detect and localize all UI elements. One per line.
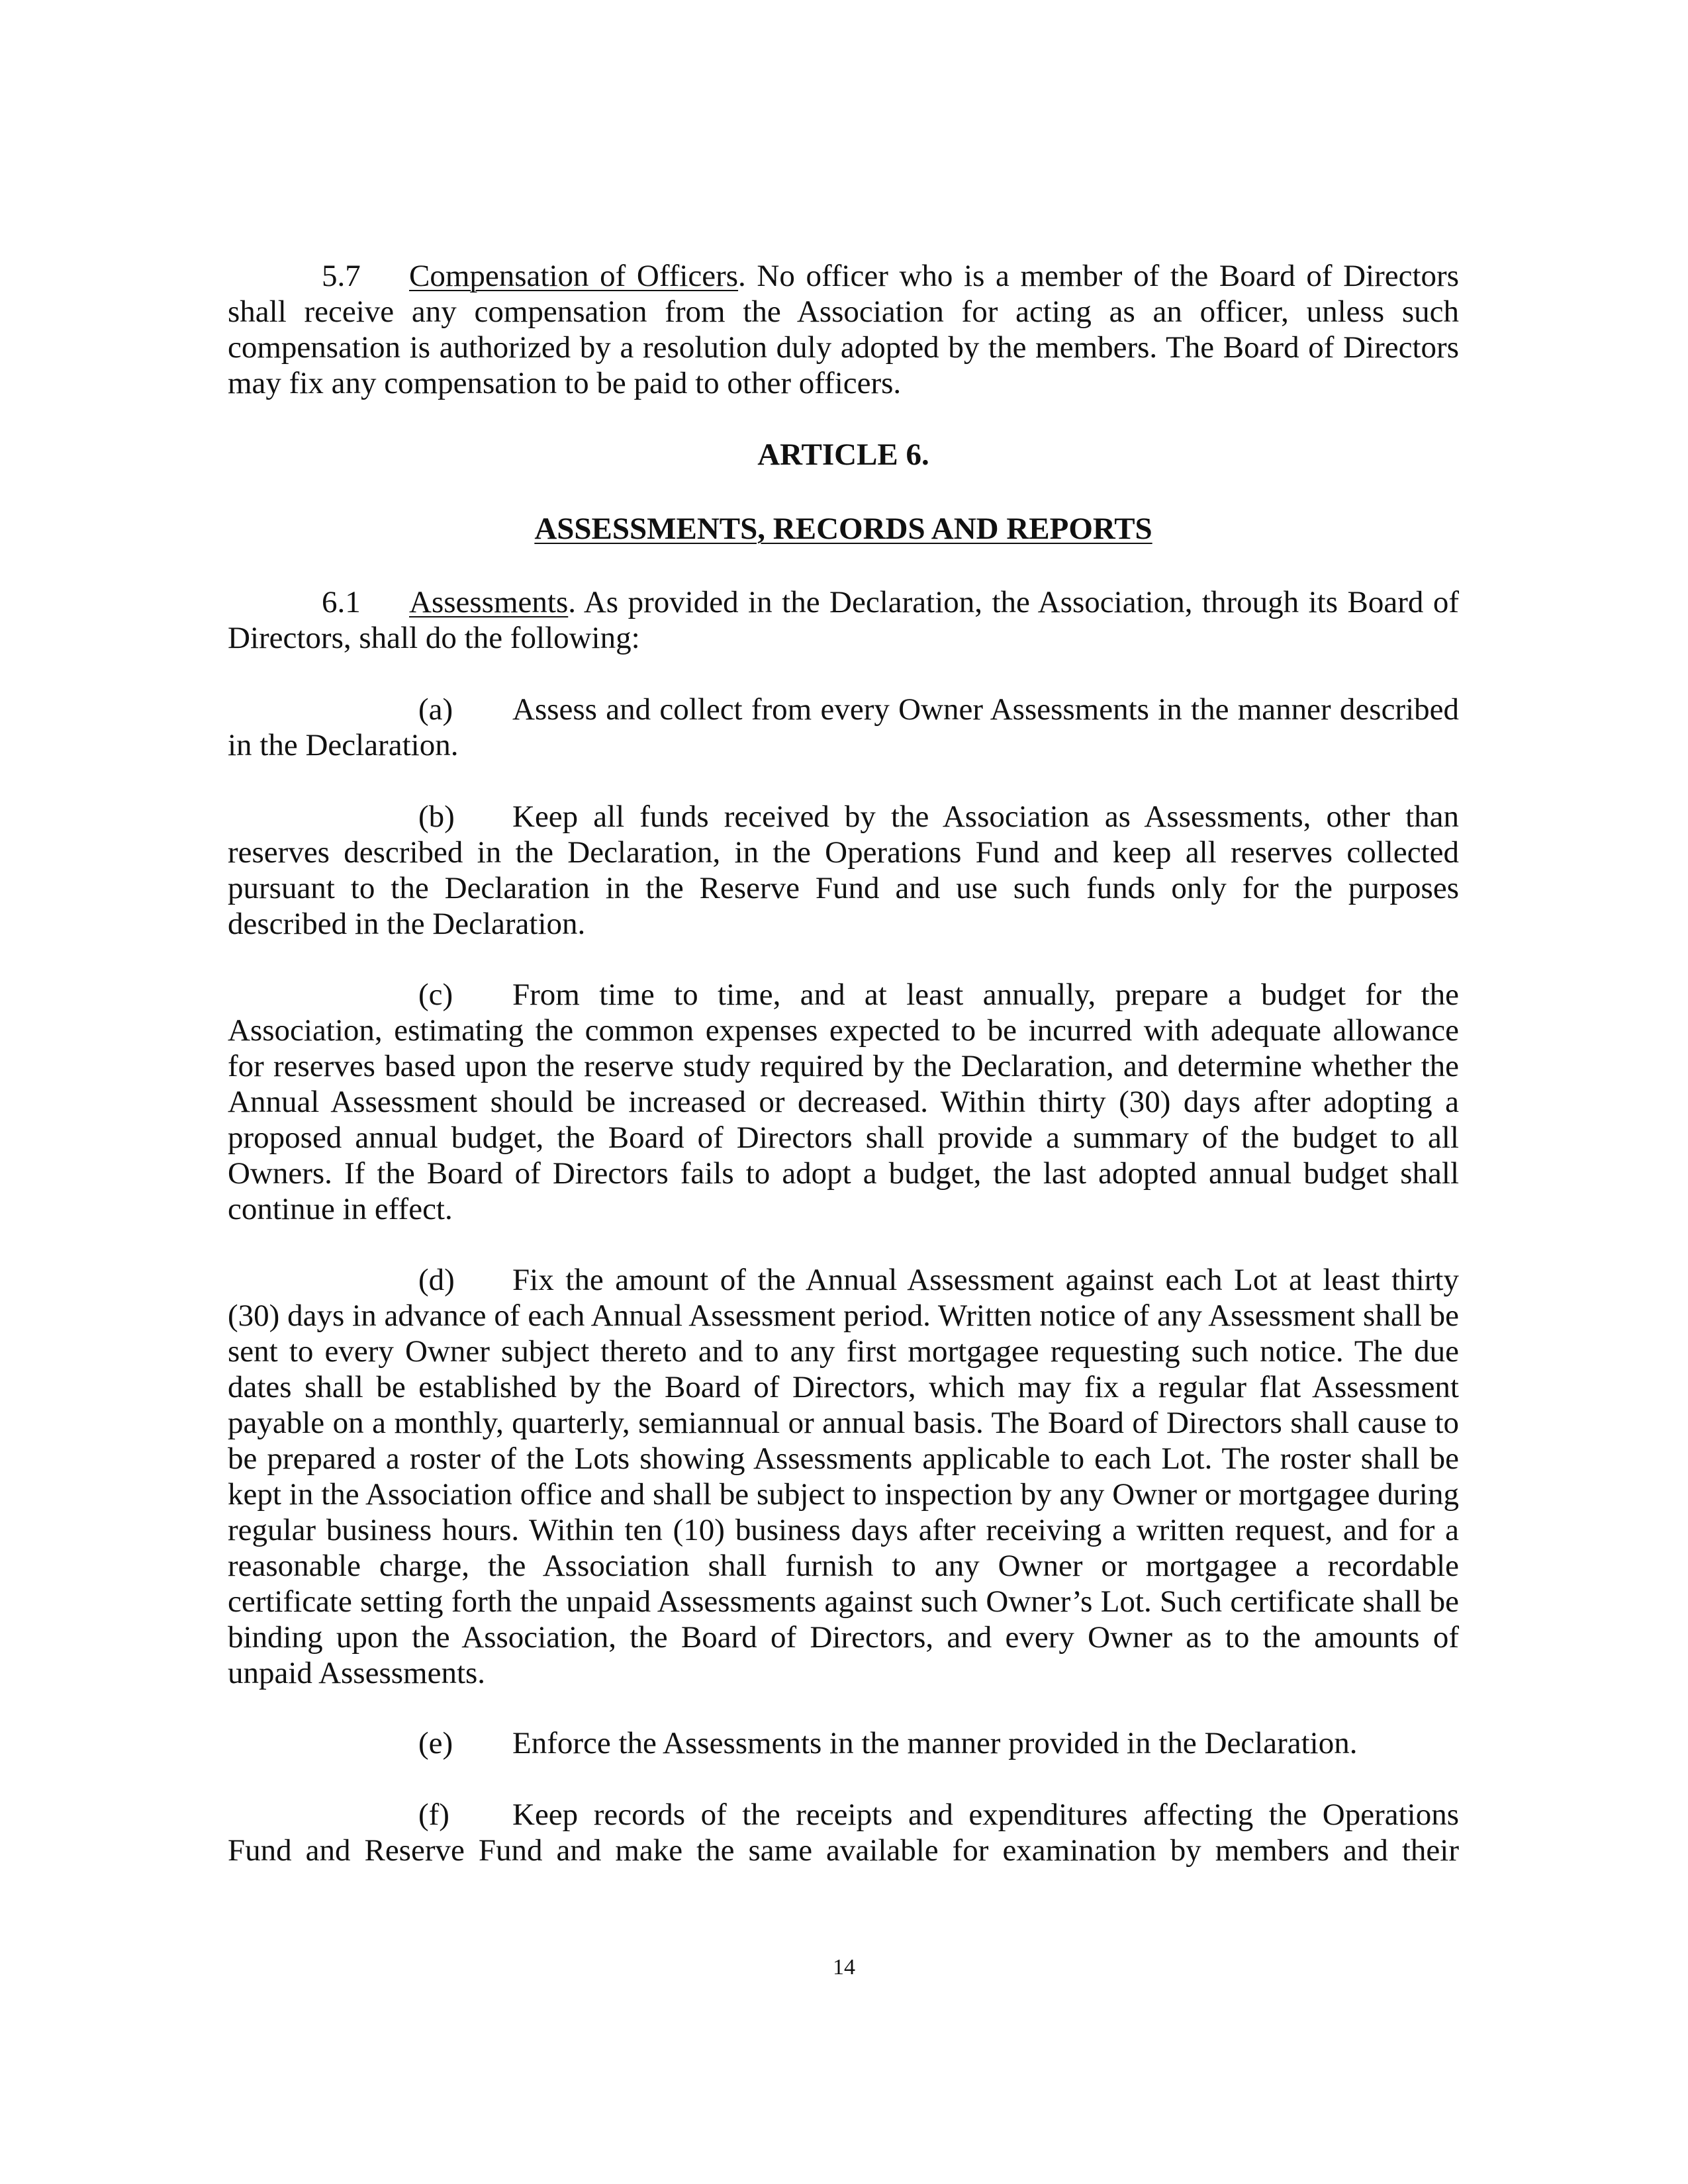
item-d [228, 1262, 1459, 1691]
item-text: Keep records of the receipts and expenditures affecting the Operations Fund and Reserve Fund and make the same available for examination by members and their [228, 1797, 1459, 1868]
section-body: . As provided in the Declaration, the Association, through its Board of Directors, shall do the following: [228, 585, 1459, 655]
item-e [228, 1725, 1459, 1761]
section-title: Assessments [409, 585, 569, 619]
item-text: Keep all funds received by the Association as Assessments, other than reserves described in the Declaration, in the Operations Fund and keep all reserves collected pursuant to the Declaration in the Reserve Fund and use such funds only for the purposes described in the Declaration. [228, 799, 1459, 941]
item-text: Assess and collect from every Owner Assessments in the manner described in the Declaration. [228, 692, 1459, 762]
article-number: ARTICLE 6. [757, 437, 929, 472]
section-title: Compensation of Officers [409, 259, 739, 293]
item-text: Fix the amount of the Annual Assessment against each Lot at least thirty (30) days in advance of each Annual Assessment period. Written notice of any Assessment shall be sent to every Owner subject thereto and to any first mortgagee requesting such notice. The due dates shall be established by the Board of Directors, which may fix a regular flat Assessment payable on a monthly, quarterly, semiannual or annual basis. The Board of Directors shall cause to be prepared a roster of the Lots showing Assessments applicable to each Lot. The roster shall be kept in the Association office and shall be subject to inspection by any Owner or mortgagee during regular business hours. Within ten (10) business days after receiving a written request, and for a reasonable charge, the Association shall furnish to any Owner or mortgagee a recordable certificate setting forth the unpaid Assessments against such Owner’s Lot. Such certificate shall be binding upon the Association, the Board of Directors, and every Owner as to the amounts of unpaid Assessments. [228, 1263, 1459, 1690]
section-5-7 [228, 258, 1459, 401]
section-6-1 [228, 584, 1459, 656]
page-number: 14 [833, 1955, 855, 1979]
item-b [228, 799, 1459, 942]
section-number: 5.7 [322, 259, 361, 293]
section-number: 6.1 [322, 585, 361, 619]
item-text: From time to time, and at least annually, prepare a budget for the Association, estimating the common expenses expected to be incurred with adequate allowance for reserves based upon the reserve study required by the Declaration, and determine whether the Annual Assessment should be increased or decreased. Within thirty (30) days after adopting a proposed annual budget, the Board of Directors shall provide a summary of the budget to all Owners. If the Board of Directors fails to adopt a budget, the last adopted annual budget shall continue in effect. [228, 978, 1459, 1226]
item-f [228, 1797, 1459, 1868]
item-label: (a) [418, 692, 453, 727]
item-c [228, 977, 1459, 1227]
item-label: (e) [418, 1726, 453, 1760]
item-label: (c) [418, 978, 453, 1012]
item-label: (b) [418, 799, 455, 834]
item-a [228, 692, 1459, 763]
item-text: Enforce the Assessments in the manner provided in the Declaration. [512, 1726, 1358, 1760]
item-label: (f) [418, 1797, 449, 1832]
item-label: (d) [418, 1263, 455, 1297]
section-body: . No officer who is a member of the Board of Directors shall receive any compensation from the Association for acting as an officer, unless such compensation is authorized by a resolution duly adopted by the members. The Board of Directors may fix any compensation to be paid to other officers. [228, 259, 1459, 400]
article-title: ASSESSMENTS, RECORDS AND REPORTS [534, 512, 1152, 546]
